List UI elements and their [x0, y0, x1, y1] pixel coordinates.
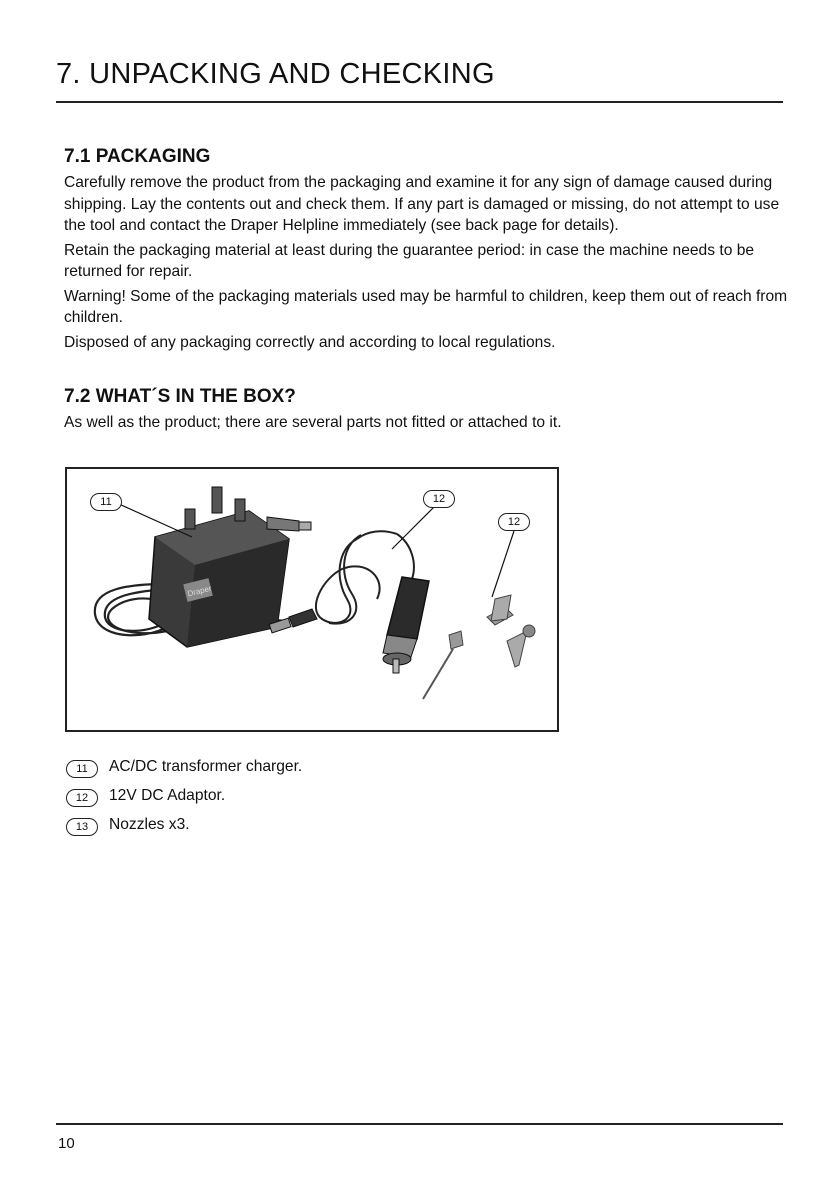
page-title: 7. UNPACKING AND CHECKING — [56, 58, 495, 90]
legend-number: 12 — [66, 789, 98, 807]
legend-text: Nozzles x3. — [109, 816, 190, 833]
packaging-paragraph-4: Disposed of any packaging correctly and according to local regulations. — [64, 333, 556, 351]
packaging-paragraph-3: Warning! Some of the packaging materials used may be harmful to children, keep them out of reach from children. — [64, 287, 788, 326]
packaging-paragraph-2: Retain the packaging material at least during the guarantee period: in case the machine needs to be returned for repair. — [64, 241, 755, 280]
packaging-paragraph-1: Carefully remove the product from the packaging and examine it for any sign of damage caused during shipping. Lay the contents out and check them. If any part is damaged or missing, do not attempt to use the tool and contact the Draper Helpline immediately (see back page for details). — [64, 174, 780, 234]
callout-11: 11 — [90, 493, 122, 511]
charger-brand-label: Draper — [186, 583, 213, 599]
legend-text: 12V DC Adaptor. — [109, 787, 226, 804]
footer-divider — [56, 1123, 783, 1125]
box-contents-heading: 7.2 WHAT´S IN THE BOX? — [64, 386, 296, 407]
box-contents-section — [64, 386, 794, 437]
legend-number: 13 — [66, 818, 98, 836]
callout-12: 12 — [423, 490, 455, 508]
cigarette-lighter-adaptor — [383, 577, 429, 673]
title-divider — [56, 101, 783, 103]
callout-12-nozzles: 12 — [498, 513, 530, 531]
box-contents-figure — [65, 467, 559, 732]
page-number: 10 — [58, 1135, 75, 1152]
box-contents-illustration — [67, 469, 557, 730]
inflation-nozzles — [423, 595, 535, 699]
legend-text: AC/DC transformer charger. — [109, 758, 303, 775]
packaging-section — [64, 146, 794, 356]
packaging-heading: 7.1 PACKAGING — [64, 146, 211, 167]
legend-number: 11 — [66, 760, 98, 778]
box-contents-intro: As well as the product; there are several parts not fitted or attached to it. — [64, 414, 562, 431]
